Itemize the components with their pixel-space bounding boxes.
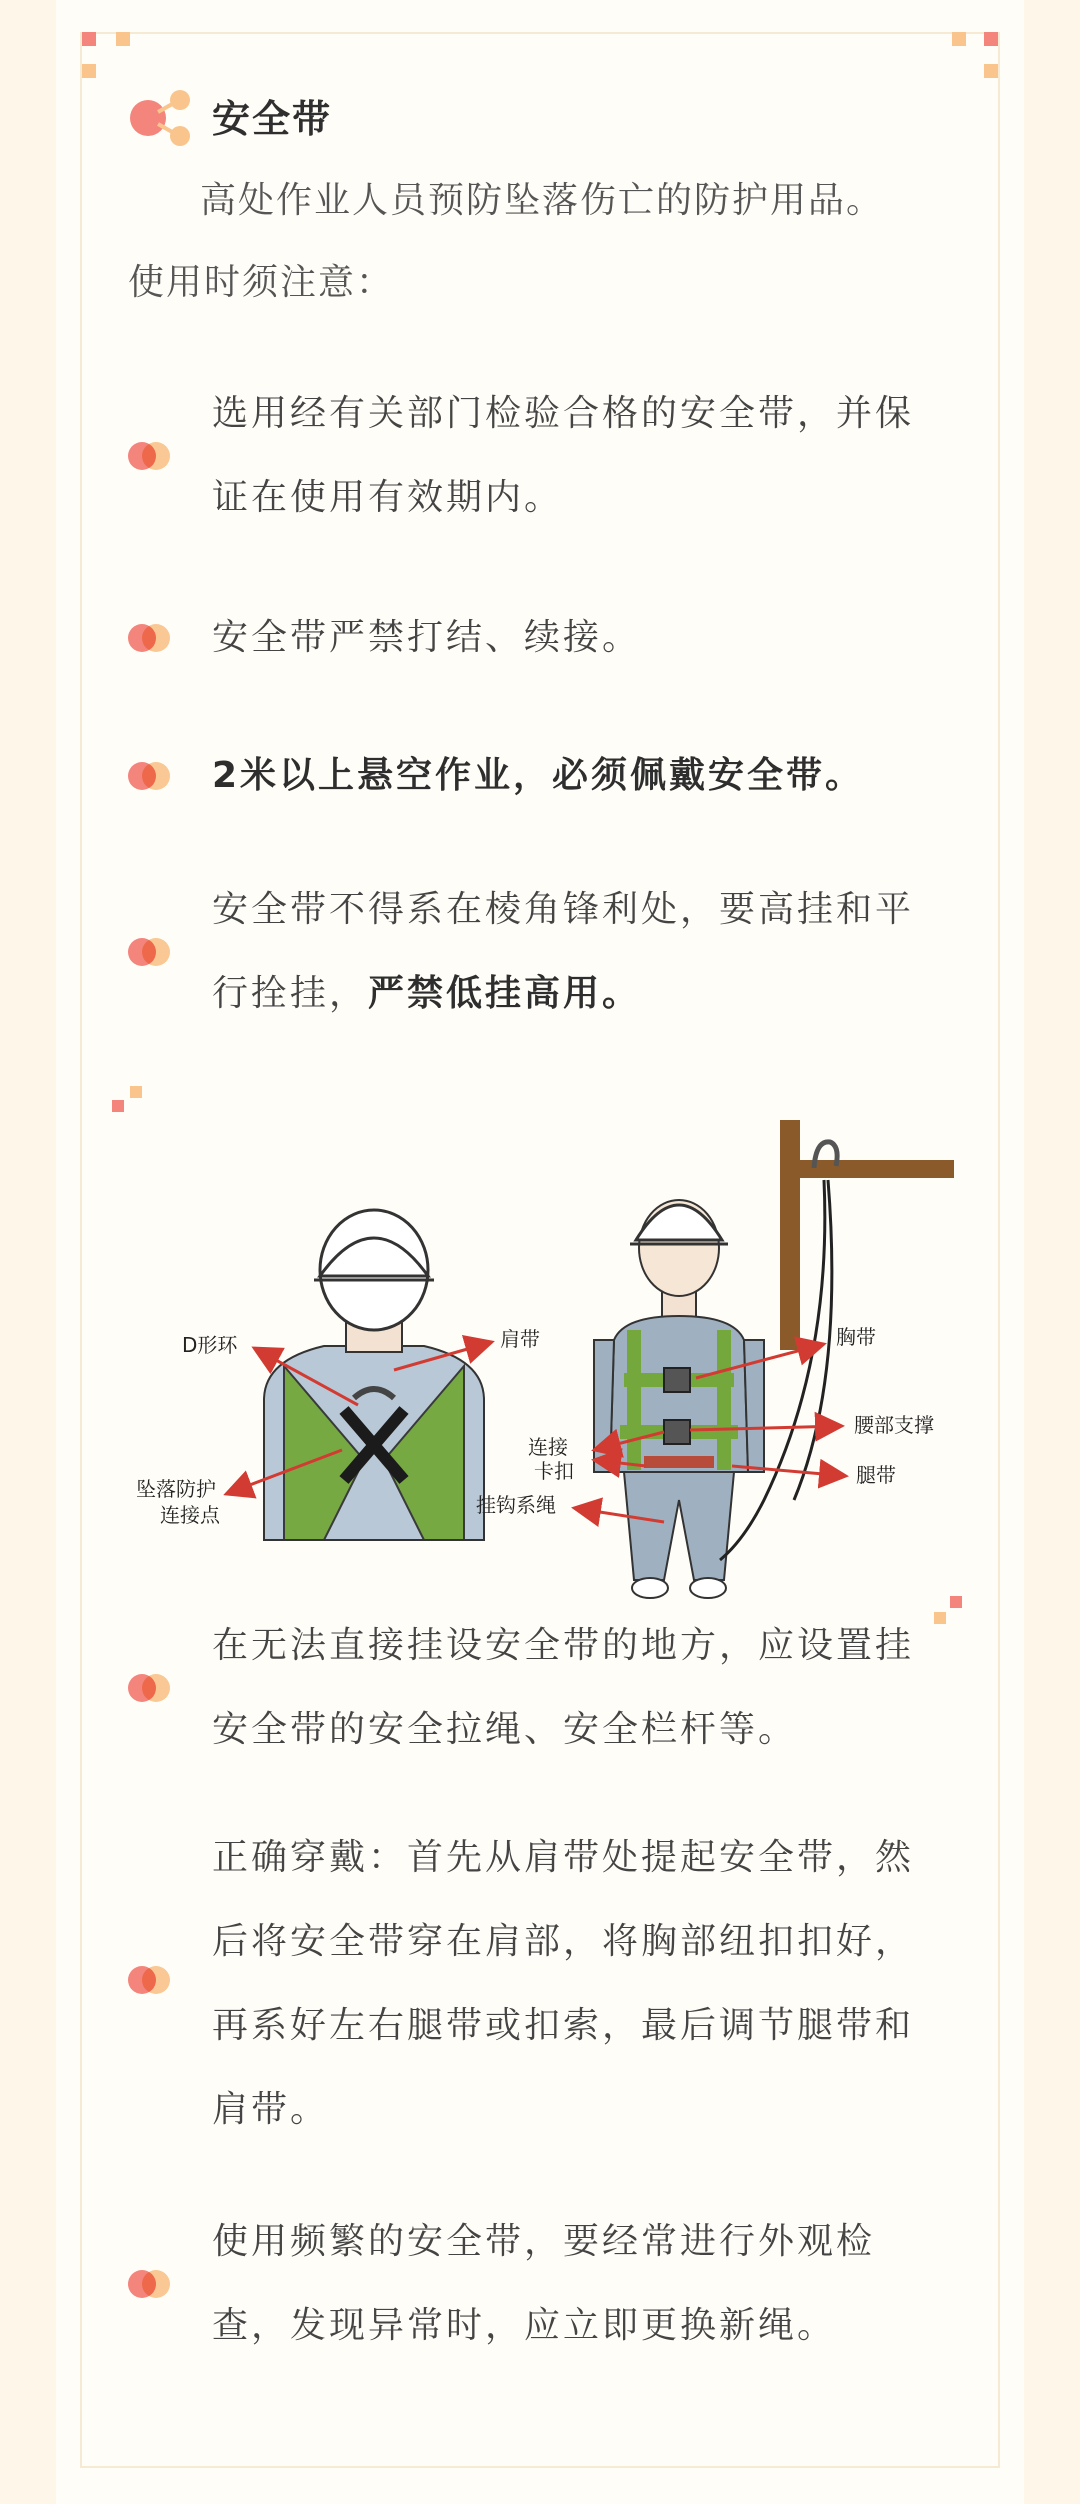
- figure-deco-2: [112, 1100, 124, 1112]
- bullet-dot-icon: [128, 2270, 168, 2298]
- bullet-dot-icon: [128, 624, 168, 652]
- label-lanyard: 挂钩系绳: [476, 1493, 556, 1517]
- bullet-dot-icon: [128, 442, 168, 470]
- label-fall-protection-1: 坠落防护: [136, 1477, 216, 1501]
- bullet-dot-icon: [128, 1674, 168, 1702]
- list-item: 安全带不得系在棱角锋利处，要高挂和平 行拴挂，严禁低挂高用。: [212, 889, 915, 1014]
- intro-line-1: 高处作业人员预防坠落伤亡的防护用品。: [200, 180, 885, 221]
- list-item: 安全带严禁打结、续接。: [212, 617, 642, 658]
- section-title: 安全带: [212, 97, 333, 141]
- corner-deco-top-left-2: [116, 32, 130, 46]
- label-buckle-1: 连接: [528, 1435, 568, 1459]
- list-item: 2米以上悬空作业，必须佩戴安全带。: [212, 755, 865, 796]
- corner-deco-top-right-3: [984, 64, 998, 78]
- bullet-dot-icon: [128, 762, 168, 790]
- label-buckle-2: 卡扣: [534, 1459, 574, 1483]
- corner-deco-top-right: [952, 32, 966, 46]
- bullet-dot-icon: [128, 1966, 168, 1994]
- list-item: 使用频繁的安全带，要经常进行外观检 查，发现异常时，应立即更换新绳。: [212, 2221, 876, 2346]
- label-leg-strap: 腿带: [856, 1463, 896, 1487]
- label-shoulder-strap: 肩带: [500, 1327, 540, 1351]
- bullet-dot-icon: [128, 938, 168, 966]
- corner-deco-top-left: [82, 32, 96, 46]
- back-view-worker: [264, 1210, 484, 1540]
- label-chest-strap: 胸带: [836, 1325, 876, 1349]
- corner-deco-top-left-3: [82, 64, 96, 78]
- label-fall-protection-2: 连接点: [160, 1503, 220, 1527]
- list-item: 正确穿戴：首先从肩带处提起安全带，然 后将安全带穿在肩部，将胸部纽扣扣好， 再系好左右腿带或扣索，最后调节腿带和 肩带。: [212, 1837, 915, 2130]
- list-item: 在无法直接挂设安全带的地方，应设置挂 安全带的安全拉绳、安全栏杆等。: [212, 1625, 915, 1750]
- list-item: 选用经有关部门检验合格的安全带，并保 证在使用有效期内。: [212, 393, 915, 518]
- intro-line-2: 使用时须注意：: [128, 262, 395, 303]
- label-waist-support: 腰部支撑: [854, 1413, 934, 1437]
- safety-harness-illustration: [124, 1080, 964, 1620]
- front-view-worker: [594, 1200, 764, 1598]
- corner-deco-top-right-2: [984, 32, 998, 46]
- title-dots-icon: [128, 88, 196, 148]
- label-d-ring: D形环: [182, 1333, 238, 1357]
